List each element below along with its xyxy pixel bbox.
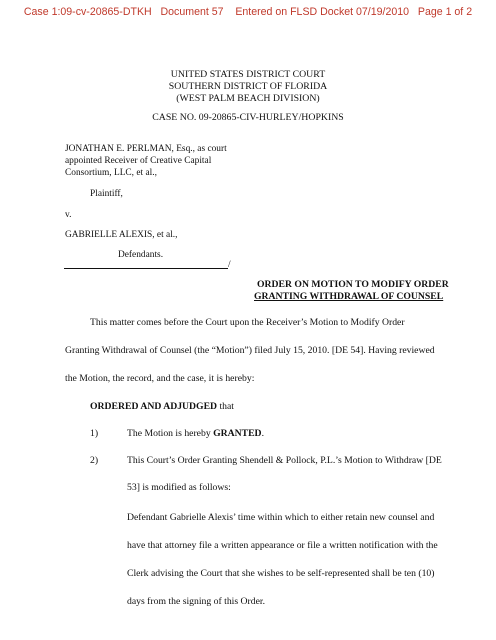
versus: v. <box>65 210 72 220</box>
ordered-adjudged: ORDERED AND ADJUDGED <box>90 401 218 412</box>
document-number: Document 57 <box>160 6 224 18</box>
paragraph-1-line3: the Motion, the record, and the case, it is hereby: <box>65 373 255 384</box>
item-1-lead: The Motion is hereby <box>127 428 214 439</box>
case-number: CASE NO. 09-20865-CIV-HURLEY/HOPKINS <box>152 112 344 123</box>
docket-header <box>0 6 496 18</box>
court-name-line2: SOUTHERN DISTRICT OF FLORIDA <box>168 81 328 92</box>
paragraph-1-line2: Granting Withdrawal of Counsel (the “Motion”) filed July 15, 2010. [DE 54]. Having reviewed <box>65 345 435 356</box>
item-2-number: 2) <box>90 455 99 466</box>
docket-entry-date: Entered on FLSD Docket 07/19/2010 <box>235 6 410 18</box>
plaintiff-name-line1: JONATHAN E. PERLMAN, Esq., as court <box>65 144 227 154</box>
item-2-paragraph-line2: have that attorney file a written appearance or file a written notification with the <box>127 540 438 551</box>
item-1-text <box>127 428 264 439</box>
defendant-name: GABRIELLE ALEXIS, et al., <box>65 230 178 240</box>
caption-rule <box>64 268 228 269</box>
court-division: (WEST PALM BEACH DIVISION) <box>176 93 320 104</box>
ordered-line <box>90 401 234 412</box>
granted-label: GRANTED <box>213 428 262 439</box>
page-indicator: Page 1 of 2 <box>417 6 473 18</box>
plaintiff-role: Plaintiff, <box>90 189 123 199</box>
caption-slash: / <box>228 260 231 270</box>
item-1-period: . <box>261 428 264 439</box>
item-2-paragraph-line1: Defendant Gabrielle Alexis’ time within which to either retain new counsel and <box>127 512 435 523</box>
order-title-line1: ORDER ON MOTION TO MODIFY ORDER <box>257 279 449 290</box>
case-stamp: Case 1:09-cv-20865-DTKH <box>23 6 152 18</box>
plaintiff-name-line3: Consortium, LLC, et al., <box>65 168 157 178</box>
order-title-line2: GRANTING WITHDRAWAL OF COUNSEL <box>254 291 444 302</box>
paragraph-1-line1: This matter comes before the Court upon the Receiver’s Motion to Modify Order <box>90 317 405 328</box>
court-name-line1: UNITED STATES DISTRICT COURT <box>170 69 326 80</box>
defendant-role: Defendants. <box>118 250 164 260</box>
item-2-line2: 53] is modified as follows: <box>127 482 231 493</box>
ordered-tail: that <box>217 401 234 412</box>
item-2-line1: This Court’s Order Granting Shendell & Pollock, P.L.’s Motion to Withdraw [DE <box>127 455 442 466</box>
plaintiff-name-line2: appointed Receiver of Creative Capital <box>65 156 212 166</box>
item-2-paragraph-line4: days from the signing of this Order. <box>127 596 266 607</box>
item-2-paragraph-line3: Clerk advising the Court that she wishes to be self-represented shall be ten (10) <box>127 568 435 579</box>
item-1-number: 1) <box>90 428 99 439</box>
